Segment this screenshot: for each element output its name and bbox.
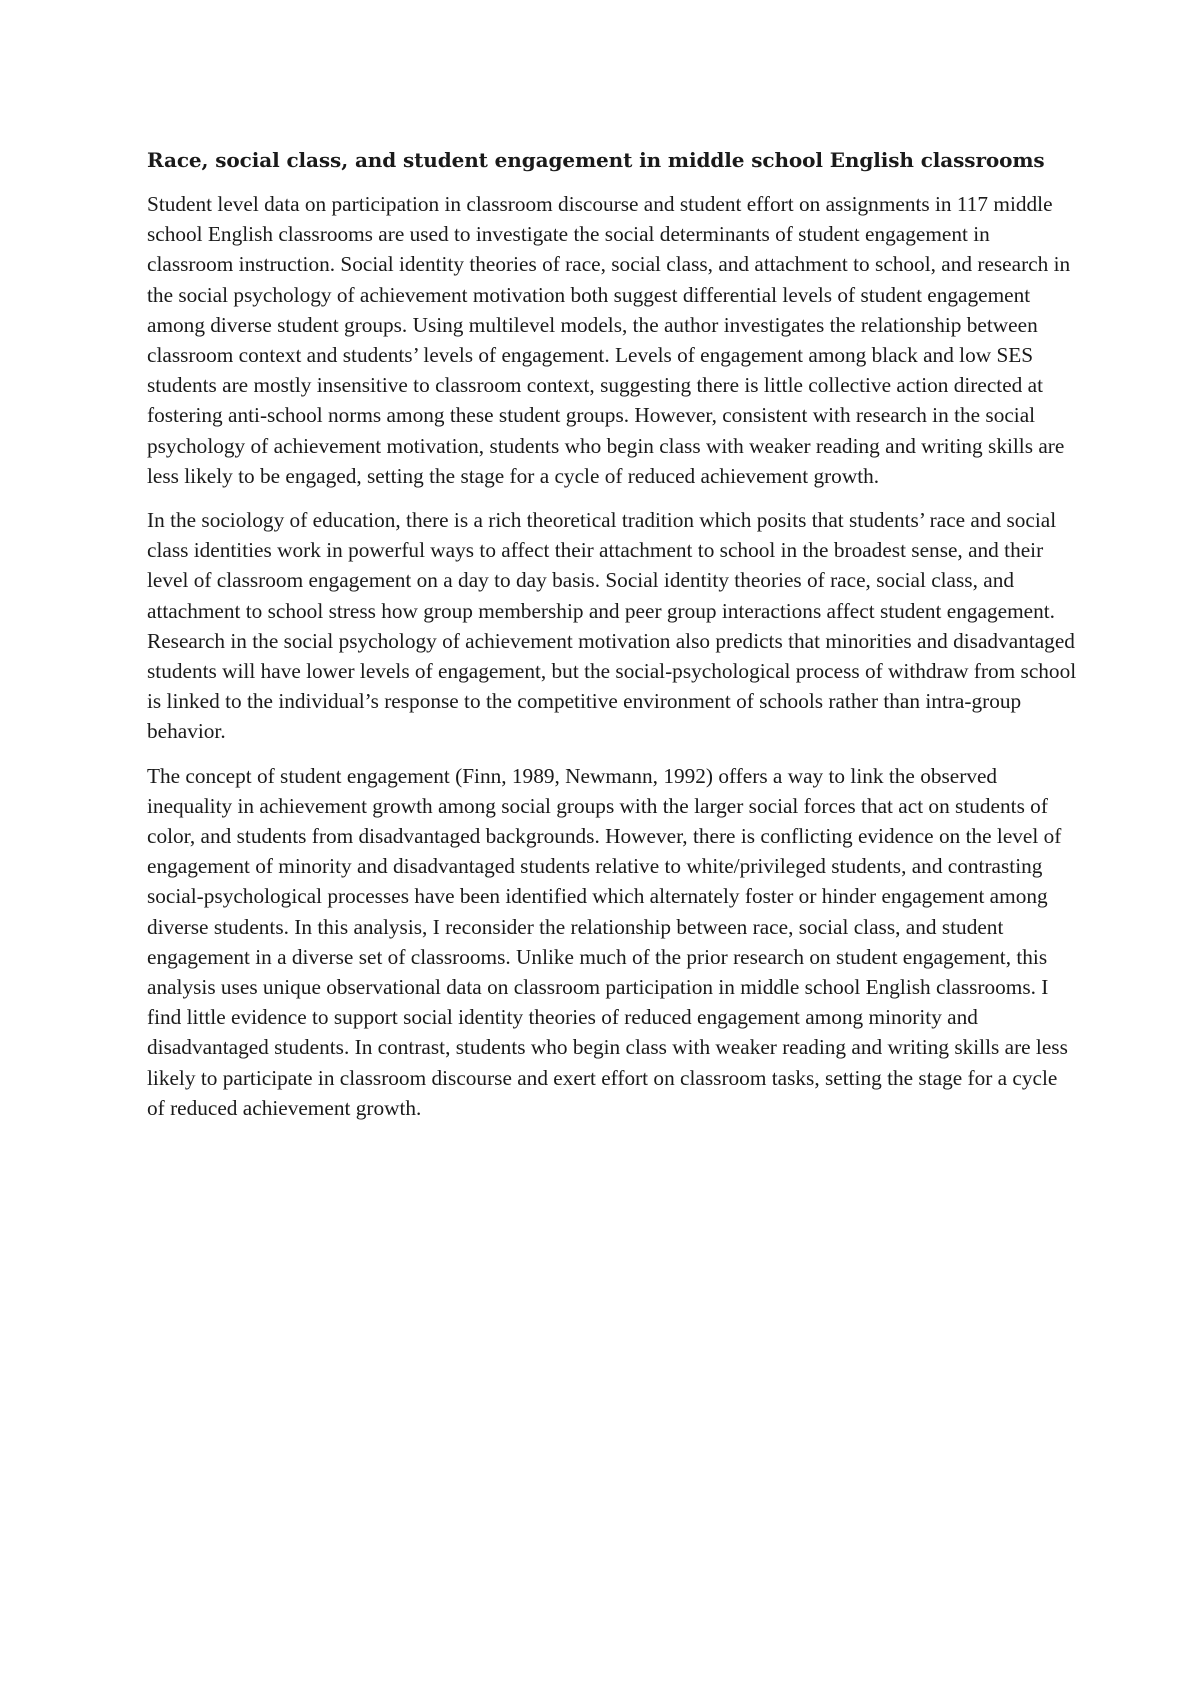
paragraph-background: In the sociology of education, there is a rich theoretical tradition which posits that students’ race and social class identities work in powerful ways to affect their attachment to school in the broadest sense, and their level of classroom engagement on a day to day basis. Social identity theories of race, social class, and attachment to school stress how group membership and peer group interactions affect student engagement. Research in the social psychology of achievement motivation also predicts that minorities and disadvantaged students will have lower levels of engagement, but the social-psychological process of withdraw from school is linked to the individual’s response to the competitive environment of schools rather than intra-group behavior. [147,508,1077,744]
paragraph-abstract: Student level data on participation in classroom discourse and student effort on assignments in 117 middle school English classrooms are used to investigate the social determinants of student engagement in classroom instruction. Social identity theories of race, social class, and attachment to school, and research in the social psychology of achievement motivation both suggest differential levels of student engagement among diverse student groups. Using multilevel models, the author investigates the relationship between classroom context and students’ levels of engagement. Levels of engagement among black and low SES students are mostly insensitive to classroom context, suggesting there is little collective action directed at fostering anti-school norms among these student groups. However, consistent with research in the social psychology of achievement motivation, students who begin class with weaker reading and writing skills are less likely to be engaged, setting the stage for a cycle of reduced achievement growth. [147,192,1071,488]
document-body [147,145,1077,1137]
document-title: Race, social class, and student engagement in middle school English classrooms [147,148,1045,172]
paragraph-concept: The concept of student engagement (Finn, 1989, Newmann, 1992) offers a way to link the observed inequality in achievement growth among social groups with the larger social forces that act on students of color, and students from disadvantaged backgrounds. However, there is conflicting evidence on the level of engagement of minority and disadvantaged students relative to white/privileged students, and contrasting social-psychological processes have been identified which alternately foster or hinder engagement among diverse students. In this analysis, I reconsider the relationship between race, social class, and student engagement in a diverse set of classrooms. Unlike much of the prior research on student engagement, this analysis uses unique observational data on classroom participation in middle school English classrooms. I find little evidence to support social identity theories of reduced engagement among minority and disadvantaged students. In contrast, students who begin class with weaker reading and writing skills are less likely to participate in classroom discourse and exert effort on classroom tasks, setting the stage for a cycle of reduced achievement growth. [147,763,1068,1120]
